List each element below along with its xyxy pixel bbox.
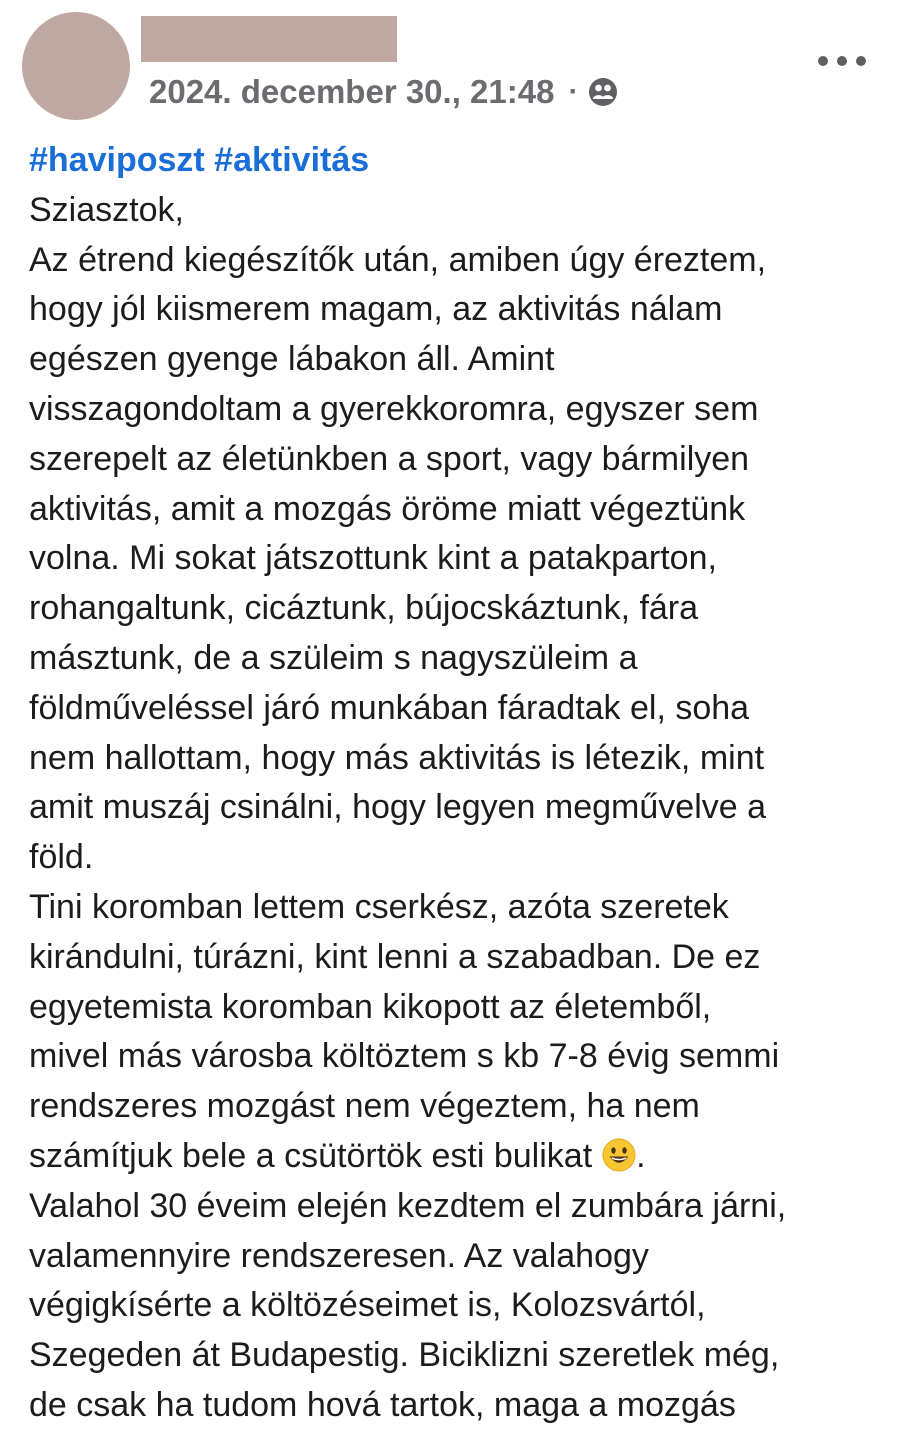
- post-text-line: rohangaltunk, cicáztunk, bújocskáztunk, fára: [29, 589, 699, 628]
- meta-separator: ·: [568, 75, 579, 108]
- post-meta: [149, 68, 618, 116]
- post-text-line: mivel más városba költöztem s kb 7-8 évig semmi: [29, 1037, 780, 1076]
- post-text-line: de csak ha tudom hová tartok, maga a mozgás: [29, 1385, 736, 1424]
- group-icon[interactable]: [588, 77, 618, 107]
- post-text-line: Valahol 30 éveim elején kezdtem el zumbára járni,: [29, 1186, 787, 1225]
- post-text-line: Tini koromban lettem cserkész, azóta szeretek: [29, 887, 729, 926]
- hashtag-row: [29, 136, 899, 186]
- post-text-segment: számítjuk bele a csütörtök esti bulikat: [29, 1136, 593, 1175]
- post-text-line: végigkísérte a költözéseimet is, Kolozsvártól,: [29, 1286, 706, 1325]
- post-text-line: kirándulni, túrázni, kint lenni a szabadban. De ez: [29, 937, 761, 976]
- post-text-line: valamennyire rendszeresen. Az valahogy: [29, 1236, 649, 1275]
- post-timestamp[interactable]: 2024. december 30., 21:48: [149, 73, 555, 110]
- post-text-line: amit muszáj csinálni, hogy legyen megművelve a: [29, 788, 767, 827]
- post-text-line-with-emoji: [29, 1132, 899, 1182]
- post-text-line: Sziasztok,: [29, 190, 184, 229]
- more-dots-icon: [818, 56, 828, 66]
- more-dots-icon: [856, 56, 866, 66]
- post-content: [29, 136, 899, 1431]
- post-text-line: másztunk, de a szüleim s nagyszüleim a: [29, 638, 638, 677]
- post-text-line: Az étrend kiegészítők után, amiben úgy éreztem,: [29, 240, 767, 279]
- post-text-line: visszagondoltam a gyerekkoromra, egyszer sem: [29, 389, 759, 428]
- more-options-button[interactable]: [818, 46, 866, 76]
- author-name-redacted[interactable]: [141, 16, 397, 62]
- more-dots-icon: [837, 56, 847, 66]
- post-text-line: föld.: [29, 838, 94, 877]
- hashtag-haviposzt[interactable]: #haviposzt: [29, 141, 205, 179]
- post-text-period: .: [636, 1136, 646, 1175]
- grinning-face-emoji-icon: [602, 1138, 636, 1172]
- post-text-line: aktivitás, amit a mozgás öröme miatt végeztünk: [29, 489, 746, 528]
- post-text-line: volna. Mi sokat játszottunk kint a patakparton,: [29, 539, 717, 578]
- post-text-line: egészen gyenge lábakon áll. Amint: [29, 340, 555, 379]
- post-text-line: hogy jól kiismerem magam, az aktivitás nálam: [29, 290, 723, 329]
- avatar[interactable]: [22, 12, 130, 120]
- hashtag-aktivitas[interactable]: #aktivitás: [214, 141, 370, 179]
- post-text-line: Szegeden át Budapestig. Biciklizni szeretlek még,: [29, 1336, 780, 1375]
- post-text-line: nem hallottam, hogy más aktivitás is létezik, mint: [29, 738, 765, 777]
- post-text-line: egyetemista koromban kikopott az életemből,: [29, 987, 712, 1026]
- post-text-line: földműveléssel járó munkában fáradtak el, soha: [29, 688, 750, 727]
- post-text-line: rendszeres mozgást nem végeztem, ha nem: [29, 1087, 700, 1126]
- post-text-line: szerepelt az életünkben a sport, vagy bármilyen: [29, 439, 750, 478]
